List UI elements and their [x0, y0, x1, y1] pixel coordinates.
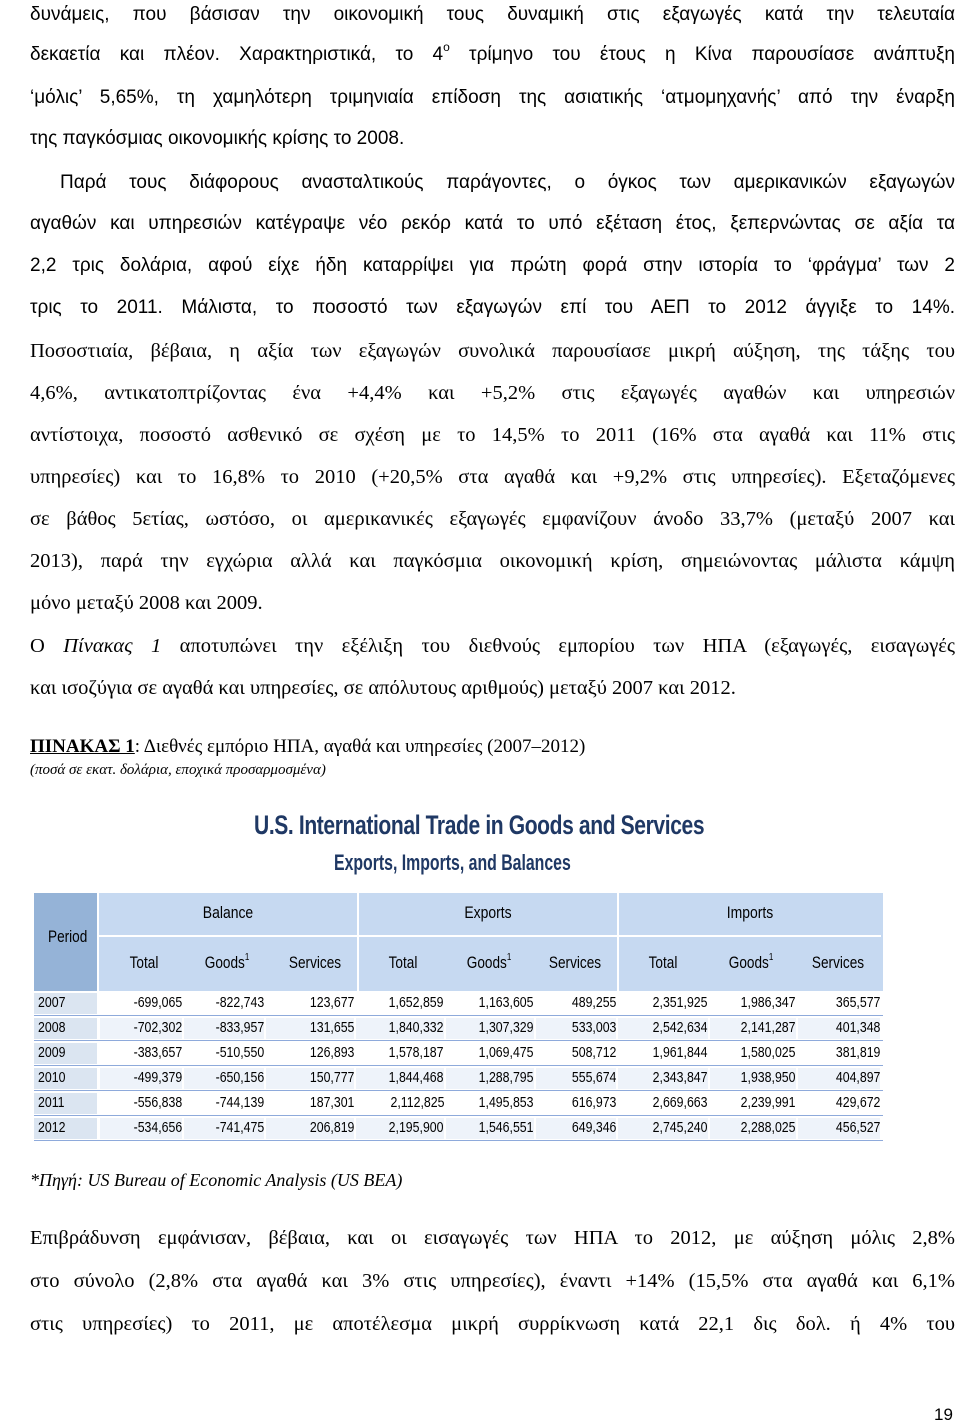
col-header: [622, 937, 704, 991]
row-divider: [34, 1115, 883, 1116]
value-cell: [356, 1043, 444, 1064]
value-cell: [618, 1043, 708, 1064]
value-text: -702,302: [133, 1020, 182, 1036]
value-cell: [618, 1118, 708, 1139]
year-text: 2010: [38, 1070, 66, 1086]
value-cell: [184, 1043, 264, 1064]
paragraph-4-line-3: στις υπηρεσίες) το 2011, με αποτέλεσμα μικρή συρρίκνωση κατά 22,1 δις δολ. ή 4% του: [30, 1313, 955, 1335]
value-cell: [446, 1018, 534, 1039]
table-title-bar: [34, 796, 883, 893]
value-cell: [184, 1018, 264, 1039]
paragraph-2-line-7: αντίστοιχα, ποσοστό ασθενικό σε σχέση με το 14,5% το 2011 (16% στα αγαθά και 11% στις: [30, 424, 955, 446]
value-text: 1,069,475: [479, 1045, 534, 1061]
paragraph-2-line-2: αγαθών και υπηρεσιών κατέγραψε νέο ρεκόρ κατά το υπό εξέταση έτος, ξεπερνώντας σε αξία τα: [30, 213, 955, 234]
table-row: [34, 1068, 883, 1089]
row-divider: [34, 1090, 883, 1091]
footnote-mark: 1: [244, 952, 250, 963]
value-text: -741,475: [215, 1120, 264, 1136]
col-header: [796, 937, 880, 991]
value-text: 187,301: [309, 1095, 354, 1111]
caption-text: : Διεθνές εμπόριο ΗΠΑ, αγαθά και υπηρεσίες (2007–2012): [134, 736, 586, 757]
col-header-label: [455, 953, 524, 973]
paragraph-2-line-3: 2,2 τρις δολάρια, αφού είχε ήδη καταρρίψει για πρώτη φορά στην ιστορία το ‘φράγμα’ των 2: [30, 255, 955, 276]
value-cell: [536, 1043, 616, 1064]
value-text: 1,546,551: [479, 1120, 534, 1136]
table-row: [34, 993, 883, 1014]
value-cell: [618, 1093, 708, 1114]
year-cell: [34, 1068, 97, 1089]
value-text: 1,840,332: [389, 1020, 444, 1036]
paragraph-1-line-1: δυνάμεις, που βάσισαν την οικονομική τους δυναμική στις εξαγωγές κατά την τελευταία: [30, 4, 955, 25]
trade-table: [34, 796, 883, 1156]
period-label: Period: [48, 927, 88, 946]
col-header: [446, 937, 532, 991]
value-cell: [798, 1018, 880, 1039]
year-cell: [34, 1093, 97, 1114]
col-header-label: [715, 953, 787, 973]
value-cell: [184, 1118, 264, 1139]
value-text: 616,973: [571, 1095, 616, 1111]
paragraph-2-line-5: Ποσοστιαία, βέβαια, η αξία των εξαγωγών συνολικά παρουσίασε μικρή αύξηση, της τάξης του: [30, 340, 955, 362]
value-text: -383,657: [133, 1045, 182, 1061]
value-cell: [266, 1068, 354, 1089]
value-cell: [446, 1093, 534, 1114]
paragraph-3-line-2: και ισοζύγια σε αγαθά και υπηρεσίες, σε απόλυτους αριθμούς) μεταξύ 2007 και 2012.: [30, 677, 736, 699]
table-source: *Πηγή: US Bureau of Economic Analysis (US BEA): [30, 1170, 403, 1190]
value-cell: [710, 1093, 796, 1114]
value-text: 1,578,187: [389, 1045, 444, 1061]
group-title: Exports: [464, 903, 512, 922]
value-text: 508,712: [571, 1045, 616, 1061]
value-text: 1,580,025: [741, 1045, 796, 1061]
col-header-label: [193, 953, 262, 973]
value-text: -699,065: [133, 995, 182, 1011]
value-text: 1,961,844: [653, 1045, 708, 1061]
value-cell: [266, 1093, 354, 1114]
value-text: 2,745,240: [653, 1120, 708, 1136]
table-subtitle: Exports, Imports, and Balances: [334, 850, 571, 875]
text-span: Ο: [30, 635, 64, 657]
value-cell: [356, 1118, 444, 1139]
table-row: [34, 1093, 883, 1114]
value-cell: [618, 993, 708, 1014]
table-title: U.S. International Trade in Goods and Services: [254, 810, 705, 840]
value-cell: [536, 1068, 616, 1089]
table-row: [34, 1118, 883, 1139]
value-text: 401,348: [835, 1020, 880, 1036]
col-header: [274, 937, 356, 991]
value-text: 429,672: [835, 1095, 880, 1111]
col-header-text: Goods: [466, 953, 507, 972]
value-cell: [100, 1068, 182, 1089]
footnote-mark: 1: [506, 952, 512, 963]
value-text: -556,838: [133, 1095, 182, 1111]
row-divider: [34, 1140, 883, 1141]
value-text: -499,379: [133, 1070, 182, 1086]
value-text: 2,288,025: [741, 1120, 796, 1136]
year-text: 2009: [38, 1045, 66, 1061]
col-header: [534, 937, 616, 991]
value-cell: [446, 1118, 534, 1139]
value-cell: [710, 1068, 796, 1089]
value-cell: [356, 993, 444, 1014]
value-cell: [446, 1043, 534, 1064]
quote-mark: ‘: [30, 87, 35, 108]
paragraph-2-line-8: υπηρεσίες) και το 16,8% το 2010 (+20,5% στα αγαθά και +9,2% στις υπηρεσίες). Εξεταζόμενες: [30, 466, 955, 488]
year-text: 2012: [38, 1120, 66, 1136]
value-cell: [798, 1118, 880, 1139]
value-text: 2,343,847: [653, 1070, 708, 1086]
value-cell: [266, 1118, 354, 1139]
value-cell: [446, 1068, 534, 1089]
group-title-cell: [619, 893, 881, 937]
value-cell: [536, 1018, 616, 1039]
value-text: 2,112,825: [390, 1095, 444, 1111]
value-cell: [536, 1093, 616, 1114]
group-title: Balance: [202, 903, 254, 922]
table-header: [34, 893, 883, 991]
value-text: 365,577: [835, 995, 880, 1011]
year-cell: [34, 993, 97, 1014]
value-cell: [266, 1018, 354, 1039]
col-header-label: Total: [648, 953, 678, 972]
value-text: -534,656: [133, 1120, 182, 1136]
table-caption: [30, 735, 585, 759]
value-text: 1,844,468: [389, 1070, 444, 1086]
value-text: -744,139: [215, 1095, 264, 1111]
col-header: [362, 937, 444, 991]
year-cell: [34, 1043, 97, 1064]
col-header-text: Goods: [728, 953, 769, 972]
paragraph-1-line-3: [30, 85, 955, 111]
text-span: τρίμηνο του έτους η Κίνα παρουσίασε ανάπτυξη: [449, 44, 955, 65]
value-cell: [798, 1093, 880, 1114]
text-span: αποτυπώνει την εξέλιξη του διεθνούς εμπορίου των ΗΠΑ (εξαγωγές, εισαγωγές: [161, 635, 955, 657]
value-text: 1,495,853: [479, 1095, 534, 1111]
table-row: [34, 1018, 883, 1039]
value-text: -650,156: [215, 1070, 264, 1086]
group-title: Imports: [726, 903, 774, 922]
value-cell: [798, 993, 880, 1014]
group-title-cell: [99, 893, 357, 937]
row-divider: [34, 1040, 883, 1041]
col-header-label: Total: [388, 953, 418, 972]
value-cell: [184, 993, 264, 1014]
table-caption-subtitle: (ποσά σε εκατ. δολάρια, εποχικά προσαρμοσμένα): [30, 762, 326, 778]
value-text: 126,893: [309, 1045, 354, 1061]
value-cell: [266, 993, 354, 1014]
value-cell: [710, 1043, 796, 1064]
value-text: 1,986,347: [741, 995, 796, 1011]
period-header: [34, 893, 99, 991]
value-cell: [100, 1018, 182, 1039]
value-cell: [266, 1043, 354, 1064]
paragraph-2-line-10: 2013), παρά την εγχώρια αλλά και παγκόσμια οικονομική κρίση, σημειώνοντας μάλιστα κάμψη: [30, 550, 955, 572]
value-cell: [100, 1118, 182, 1139]
paragraph-2-line-11: μόνο μεταξύ 2008 και 2009.: [30, 592, 263, 614]
value-text: -833,957: [215, 1020, 264, 1036]
value-cell: [618, 1068, 708, 1089]
superscript: ο: [443, 40, 450, 54]
table-reference: Πίνακας 1: [63, 635, 162, 657]
value-text: 1,307,329: [479, 1020, 534, 1036]
value-cell: [100, 993, 182, 1014]
paragraph-4-line-1: Επιβράδυνση εμφάνισαν, βέβαια, και οι εισαγωγές των ΗΠΑ το 2012, με αύξηση μόλις 2,8%: [30, 1227, 955, 1249]
year-text: 2007: [38, 995, 66, 1011]
value-text: 533,003: [571, 1020, 616, 1036]
caption-label: ΠΙΝΑΚΑΣ 1: [30, 736, 135, 757]
row-divider: [34, 1065, 883, 1066]
value-cell: [618, 1018, 708, 1039]
value-cell: [184, 1093, 264, 1114]
value-text: 1,288,795: [479, 1070, 534, 1086]
value-cell: [798, 1043, 880, 1064]
value-text: -510,550: [215, 1045, 264, 1061]
value-text: 1,163,605: [479, 995, 534, 1011]
paragraph-4-line-2: στο σύνολο (2,8% στα αγαθά και 3% στις υπηρεσίες), έναντι +14% (15,5% στα αγαθά και 6,1%: [30, 1270, 955, 1292]
value-cell: [356, 1068, 444, 1089]
value-text: 2,351,925: [653, 995, 708, 1011]
value-cell: [446, 993, 534, 1014]
col-header-text: Goods: [204, 953, 245, 972]
value-cell: [798, 1068, 880, 1089]
value-cell: [710, 1118, 796, 1139]
paragraph-2-line-4: τρις το 2011. Μάλιστα, το ποσοστό των εξαγωγών επί του ΑΕΠ το 2012 άγγιξε το 14%.: [30, 297, 955, 318]
year-text: 2008: [38, 1020, 66, 1036]
value-text: 2,239,991: [741, 1095, 796, 1111]
table-row: [34, 1043, 883, 1064]
value-text: 2,141,287: [741, 1020, 796, 1036]
value-cell: [710, 993, 796, 1014]
group-title-cell: [359, 893, 617, 937]
value-text: 150,777: [309, 1070, 354, 1086]
value-text: 1,938,950: [741, 1070, 796, 1086]
value-text: 381,819: [835, 1045, 880, 1061]
col-header: [104, 937, 184, 991]
value-cell: [100, 1093, 182, 1114]
col-header-label: Services: [548, 953, 602, 972]
col-header-label: Services: [288, 953, 342, 972]
value-text: 555,674: [571, 1070, 616, 1086]
col-header: [706, 937, 796, 991]
value-text: 649,346: [571, 1120, 616, 1136]
col-header: [184, 937, 270, 991]
value-text: 404,897: [835, 1070, 880, 1086]
value-cell: [184, 1068, 264, 1089]
value-text: 1,652,859: [389, 995, 444, 1011]
value-cell: [536, 993, 616, 1014]
value-text: 2,669,663: [653, 1095, 708, 1111]
year-text: 2011: [38, 1095, 65, 1111]
value-cell: [100, 1043, 182, 1064]
value-cell: [356, 1018, 444, 1039]
paragraph-2-line-1: Παρά τους διάφορους ανασταλτικούς παράγοντες, ο όγκος των αμερικανικών εξαγωγών: [60, 172, 955, 193]
year-cell: [34, 1018, 97, 1039]
footnote-mark: 1: [768, 952, 774, 963]
year-cell: [34, 1118, 97, 1139]
value-text: 131,655: [309, 1020, 354, 1036]
value-text: 2,542,634: [653, 1020, 708, 1036]
value-cell: [710, 1018, 796, 1039]
value-text: 2,195,900: [389, 1120, 444, 1136]
paragraph-2-line-9: σε βάθος 5ετίας, ωστόσο, οι αμερικανικές εξαγωγές εμφανίζουν άνοδο 33,7% (μεταξύ 2007 και: [30, 508, 955, 530]
value-text: 206,819: [309, 1120, 354, 1136]
value-text: -822,743: [215, 995, 264, 1011]
paragraph-3-line-1: [30, 633, 955, 659]
col-header-label: Services: [811, 953, 865, 972]
text-span: μόλις’ 5,65%, τη χαμηλότερη τριμηνιαία επίδοση της ασιατικής ‘ατμομηχανής’ από την έναρξη: [34, 87, 955, 108]
value-cell: [356, 1093, 444, 1114]
row-divider: [34, 1015, 883, 1016]
page-number: 19: [934, 1405, 953, 1424]
paragraph-1-line-4: της παγκόσμιας οικονομικής κρίσης το 2008.: [30, 128, 405, 149]
value-text: 489,255: [571, 995, 616, 1011]
paragraph-2-line-6: 4,6%, αντικατοπτρίζοντας ένα +4,4% και +5,2% στις εξαγωγές αγαθών και υπηρεσιών: [30, 382, 955, 404]
text-span: δεκαετία και πλέον. Χαρακτηριστικά, το 4: [30, 44, 444, 65]
value-text: 456,527: [835, 1120, 880, 1136]
col-header-label: Total: [129, 953, 159, 972]
value-cell: [536, 1118, 616, 1139]
value-text: 123,677: [309, 995, 354, 1011]
paragraph-1-line-2: [30, 42, 955, 68]
